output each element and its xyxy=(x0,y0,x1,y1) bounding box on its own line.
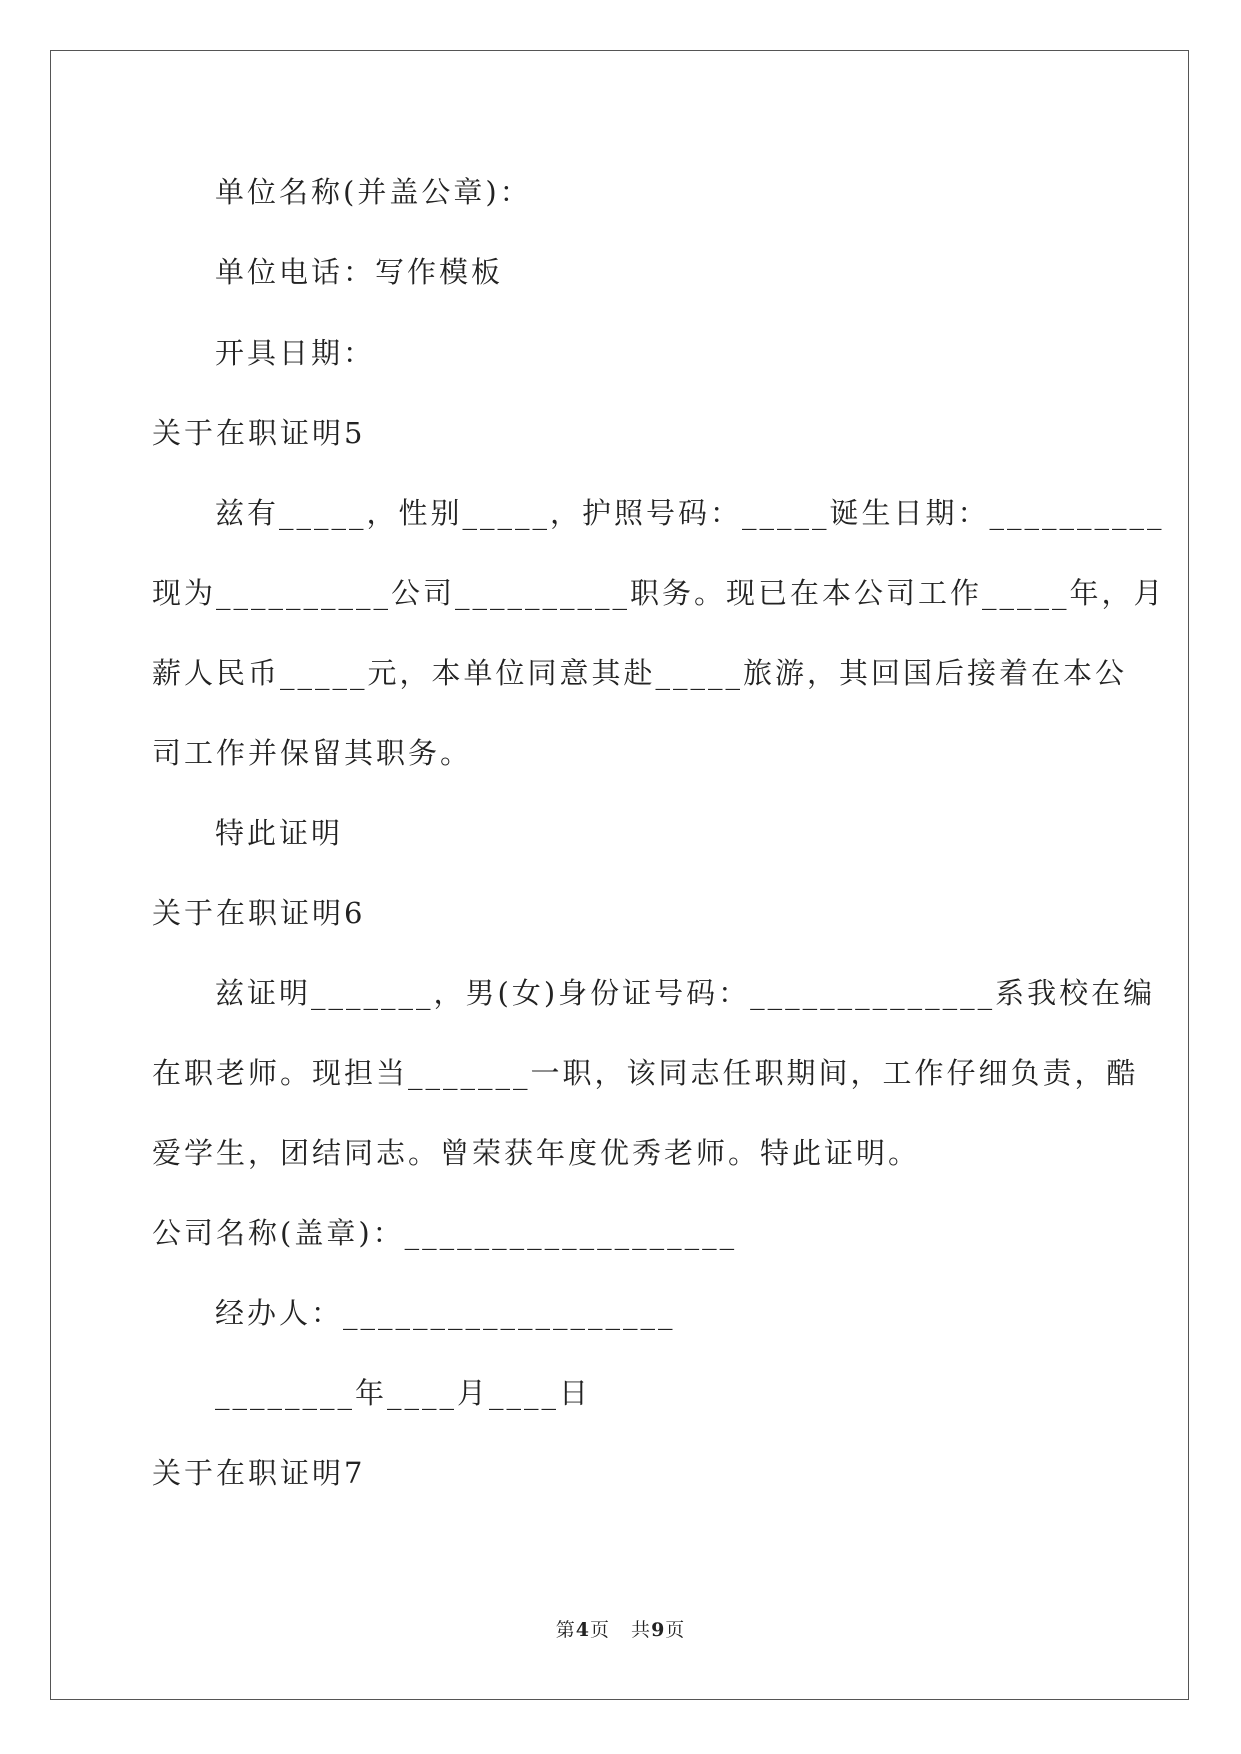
footer-prefix: 第 xyxy=(555,1619,576,1641)
unit-phone-line: 单位电话：写作模板 xyxy=(215,255,504,289)
paragraph-line: 薪人民币_____元，本单位同意其赴_____旅游，其回国后接着在本公 xyxy=(152,656,1128,690)
company-name-line: 公司名称(盖章)：___________________ xyxy=(152,1216,738,1250)
section-heading-5: 关于在职证明5 xyxy=(152,416,366,450)
certify-line: 特此证明 xyxy=(215,816,344,850)
paragraph-line: 兹有_____，性别_____，护照号码：_____诞生日期：__________ xyxy=(215,496,1165,530)
paragraph-line: 现为__________公司__________职务。现已在本公司工作_____年，月 xyxy=(152,576,1166,610)
page-footer xyxy=(0,1618,1241,1642)
footer-suffix: 页 xyxy=(665,1619,686,1641)
paragraph-line: 在职老师。现担当_______一职，该同志任职期间，工作仔细负责，酷 xyxy=(152,1056,1139,1090)
section-heading-6: 关于在职证明6 xyxy=(152,896,366,930)
date-line: ________年____月____日 xyxy=(215,1376,592,1410)
total-page-number: 9 xyxy=(651,1619,666,1641)
current-page-number: 4 xyxy=(575,1619,590,1641)
paragraph-line: 司工作并保留其职务。 xyxy=(152,736,473,770)
paragraph-line: 兹证明_______，男(女)身份证号码：______________系我校在编 xyxy=(215,976,1156,1010)
handler-line: 经办人：___________________ xyxy=(215,1296,676,1330)
footer-mid: 页 共 xyxy=(589,1619,652,1641)
paragraph-line: 爱学生，团结同志。曾荣获年度优秀老师。特此证明。 xyxy=(152,1136,921,1170)
issue-date-line: 开具日期： xyxy=(215,336,376,370)
unit-name-line: 单位名称(并盖公章)： xyxy=(215,175,532,209)
section-heading-7: 关于在职证明7 xyxy=(152,1456,366,1490)
